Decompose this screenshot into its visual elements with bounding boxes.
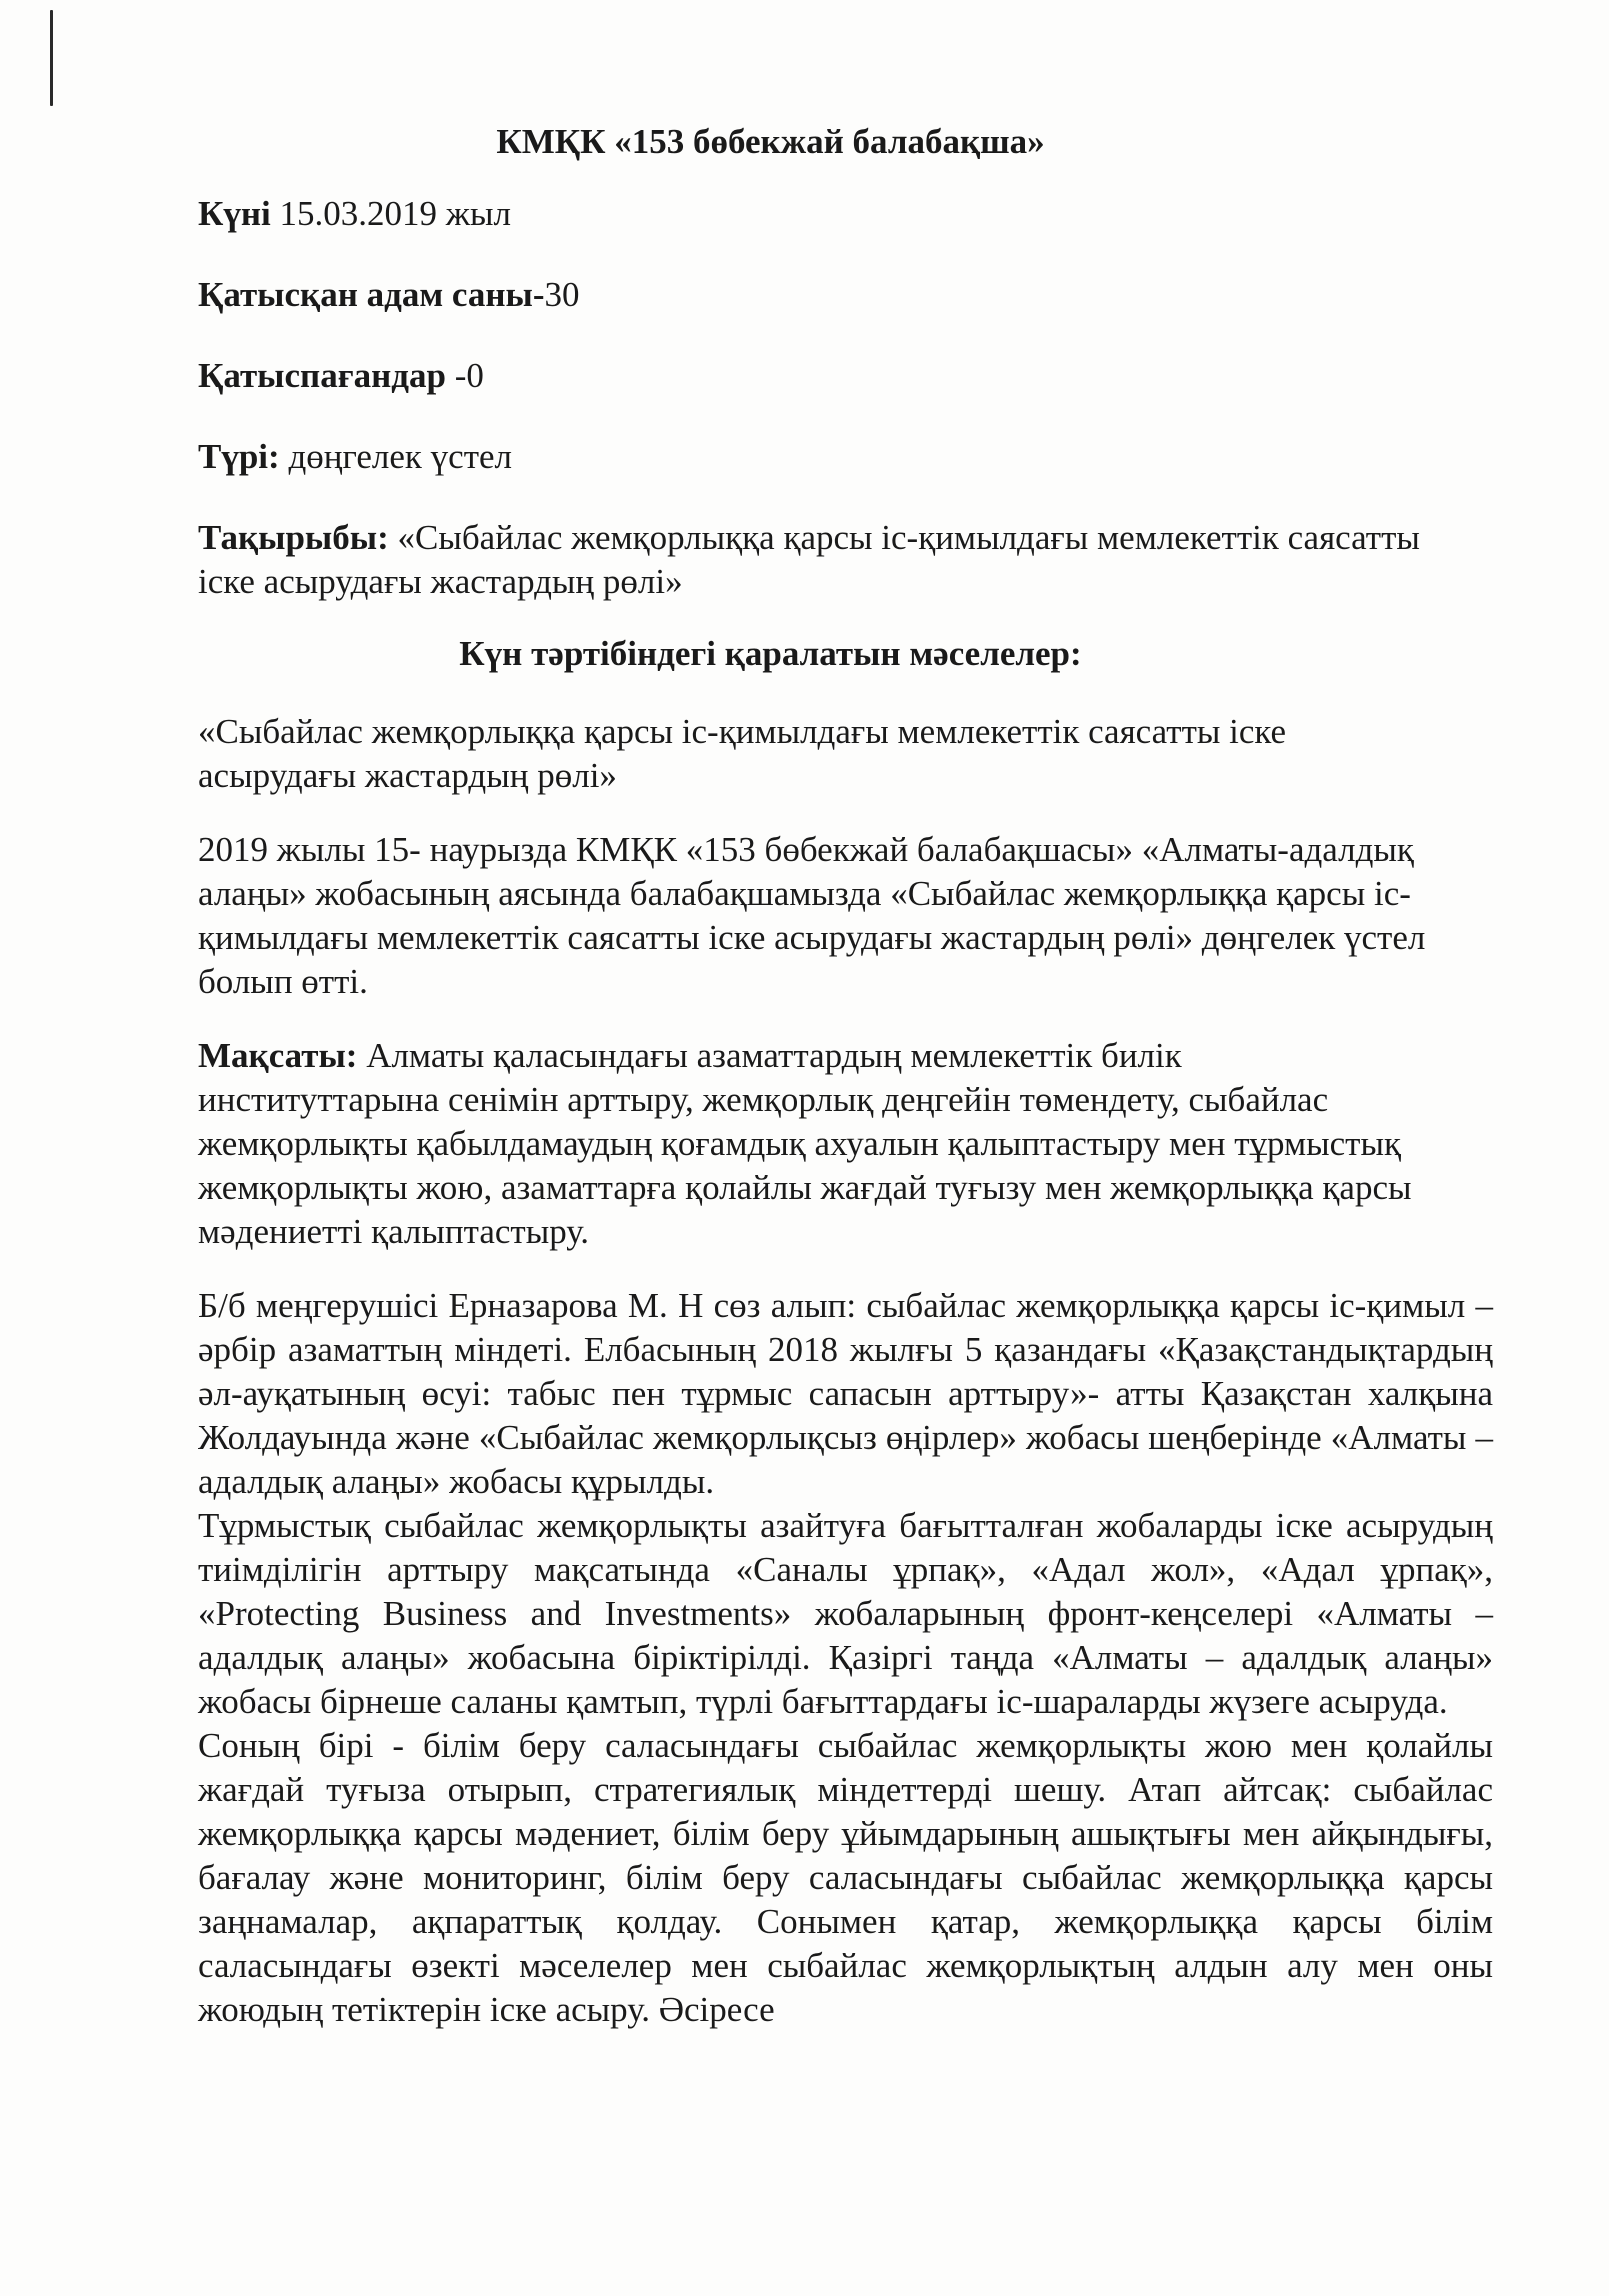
date-line <box>198 192 1498 236</box>
type-label: Түрі: <box>198 437 280 476</box>
goal-value: Алматы қаласындағы азаматтардың мемлекеттік билік институттарына сенімін арттыру, жемқорлық деңгейін төмендету, сыбайлас жемқорлықты қабылдамаудың қоғамдық ахуалын қалыптастыру мен тұрмыстық жемқорлықты жою, азаматтарға қолайлы жағдай туғызу мен жемқорлыққа қарсы мәдениетті қалыптастыру. <box>198 1036 1412 1251</box>
agenda-item: «Сыбайлас жемқорлыққа қарсы іс-қимылдағы мемлекеттік саясатты іске асырудағы жастардың рөлі» <box>198 712 1287 795</box>
goal-label: Мақсаты: <box>198 1036 358 1075</box>
topic-value: «Сыбайлас жемқорлыққа қарсы іс-қимылдағы мемлекеттік саясатты іске асырудағы жастардың рөлі» <box>198 518 1420 601</box>
body-paragraph-1: Б/б меңгерушісі Ерназарова М. Н сөз алып: сыбайлас жемқорлыққа қарсы іс-қимыл – әрбір азаматтың міндеті. Елбасының 2018 жылғы 5 қазандағы «Қазақстандықтардың әл-ауқатының өсуі: табыс пен тұрмыс сапасын арттыру»- атты Қазақстан халқына Жолдауында және «Сыбайлас жемқорлықсыз өңірлер» жобасы шеңберінде «Алматы – адалдық алаңы» жобасы құрылды. <box>198 1286 1493 1501</box>
date-value: 15.03.2019 жыл <box>270 194 511 233</box>
body-paragraph-2: Тұрмыстық сыбайлас жемқорлықты азайтуға бағытталған жобаларды іске асырудың тиімділігін арттыру мақсатында «Саналы ұрпақ», «Адал жол», «Адал ұрпақ», «Protecting Business and Investments» жобаларының фронт-кеңселері «Алматы – адалдық алаңы» жобасына біріктірілді. Қазіргі таңда «Алматы – адалдық алаңы» жобасы бірнеше саланы қамтып, түрлі бағыттардағы іс-шараларды жүзеге асыруда. <box>198 1506 1493 1721</box>
topic-label: Тақырыбы: <box>198 518 389 557</box>
absent-line <box>198 354 1498 398</box>
type-line <box>198 435 1498 479</box>
document-body <box>198 120 1498 2032</box>
agenda-heading: Күн тәртібіндегі қаралатын мәселелер: <box>459 634 1082 673</box>
intro-paragraph: 2019 жылы 15- наурызда КМҚК «153 бөбекжай балабақшасы» «Алматы-адалдық алаңы» жобасының аясында балабақшамызда «Сыбайлас жемқорлыққа қарсы іс-қимылдағы мемлекеттік саясатты іске асырудағы жастардың рөлі» дөңгелек үстел болып өтті. <box>198 830 1426 1001</box>
attended-line <box>198 273 1498 317</box>
absent-label: Қатыспағандар <box>198 356 446 395</box>
date-label: Күні <box>198 194 271 233</box>
topic-line <box>198 516 1428 604</box>
body-paragraph-3: Соның бірі - білім беру саласындағы сыбайлас жемқорлықты жою мен қолайлы жағдай туғыза отырып, стратегиялық міндеттерді шешу. Атап айтсақ: сыбайлас жемқорлыққа қарсы мәдениет, білім беру ұйымдарының ашықтығы мен айқындығы, бағалау және мониторинг, білім беру саласындағы сыбайлас жемқорлыққа қарсы заңнамалар, ақпараттық қолдау. Сонымен қатар, жемқорлыққа қарсы білім саласындағы өзекті мәселелер мен сыбайлас жемқорлықтың алдын алу мен оны жоюдың тетіктерін іске асыру. Әсіресе <box>198 1726 1493 2029</box>
attended-value: 30 <box>544 275 580 314</box>
type-value: дөңгелек үстел <box>279 437 513 476</box>
goal-paragraph <box>198 1034 1428 1254</box>
absent-value: -0 <box>445 356 484 395</box>
margin-pen-mark <box>50 10 53 106</box>
attended-label: Қатысқан адам саны- <box>198 275 545 314</box>
document-title: КМҚК «153 бөбекжай балабақша» <box>496 122 1045 161</box>
